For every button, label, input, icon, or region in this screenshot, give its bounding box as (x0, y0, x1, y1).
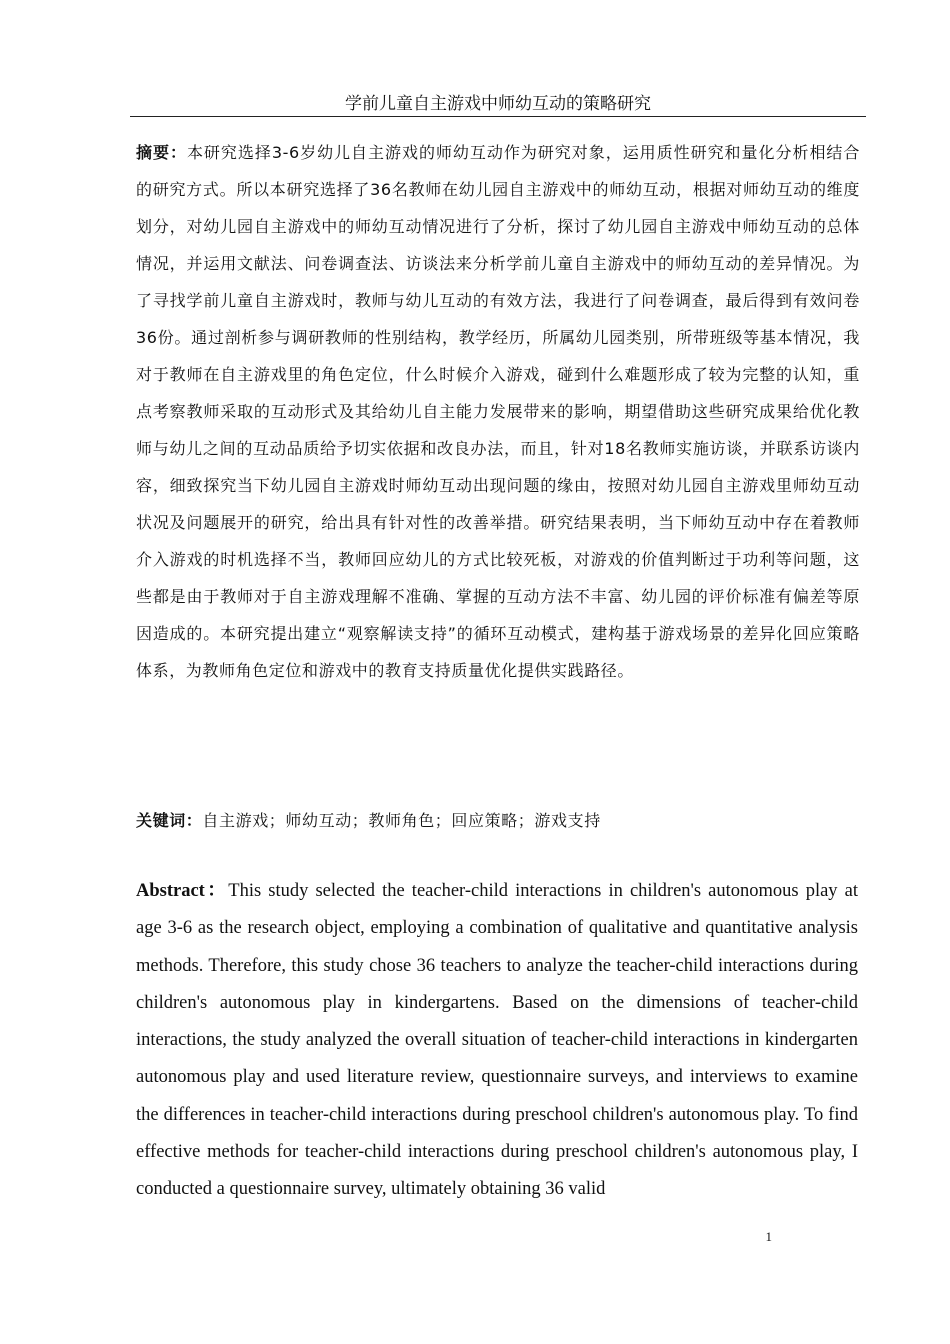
header-rule (130, 116, 866, 117)
running-header-title: 学前儿童自主游戏中师幼互动的策略研究 (345, 94, 651, 114)
english-abstract (136, 873, 858, 1209)
english-abstract-text: This study selected the teacher-child interactions in children's autonomous play at age 3-6 as the research object, employing a combination of qualitative and quantitative analysis methods. Therefore, this study chose 36 teachers to analyze the teacher-child interactions during children's autonomous play in kindergartens. Based on the dimensions of teacher-child interactions, the study analyzed the overall situation of teacher-child interactions in kindergarten autonomous play and used literature review, questionnaire surveys, and interviews to examine the differences in teacher-child interactions during preschool children's autonomous play. To find effective methods for teacher-child interactions during preschool children's autonomous play, I conducted a questionnaire survey, ultimately obtaining 36 valid (136, 881, 859, 1200)
chinese-keywords (136, 802, 860, 839)
chinese-abstract (136, 134, 860, 689)
chinese-abstract-text: 本研究选择3-6岁幼儿自主游戏的师幼互动作为研究对象，运用质性研究和量化分析相结合的研究方式。所以本研究选择了36名教师在幼儿园自主游戏中的师幼互动，根据对师幼互动的维度划分，对幼儿园自主游戏中的师幼互动情况进行了分析，探讨了幼儿园自主游戏中师幼互动的总体情况，并运用文献法、问卷调查法、访谈法来分析学前儿童自主游戏中的师幼互动的差异情况。为了寻找学前儿童自主游戏时，教师与幼儿互动的有效方法，我进行了问卷调查，最后得到有效问卷36份。通过剖析参与调研教师的性别结构，教学经历，所属幼儿园类别，所带班级等基本情况，我对于教师在自主游戏里的角色定位，什么时候介入游戏，碰到什么难题形成了较为完整的认知，重点考察教师采取的互动形式及其给幼儿自主能力发展带来的影响，期望借助这些研究成果给优化教师与幼儿之间的互动品质给予切实依据和改良办法，而且，针对18名教师实施访谈，并联系访谈内容，细致探究当下幼儿园自主游戏时师幼互动出现问题的缘由，按照对幼儿园自主游戏里师幼互动状况及问题展开的研究，给出具有针对性的改善举措。研究结果表明，当下师幼互动中存在着教师介入游戏的时机选择不当，教师回应幼儿的方式比较死板，对游戏的价值判断过于功利等问题，这些都是由于教师对于自主游戏理解不准确、掌握的互动方法不丰富、幼儿园的评价标准有偏差等原因造成的。本研究提出建立“观察解读支持”的循环互动模式，建构基于游戏场景的差异化回应策略体系，为教师角色定位和游戏中的教育支持质量优化提供实践路径。 (136, 143, 860, 680)
chinese-keywords-text: 自主游戏；师幼互动；教师角色；回应策略；游戏支持 (202, 811, 601, 830)
chinese-abstract-label: 摘要： (136, 143, 187, 162)
page-number: 1 (765, 1229, 772, 1244)
chinese-keywords-label: 关键词： (136, 811, 203, 830)
english-abstract-label: Abstract： (136, 881, 229, 901)
